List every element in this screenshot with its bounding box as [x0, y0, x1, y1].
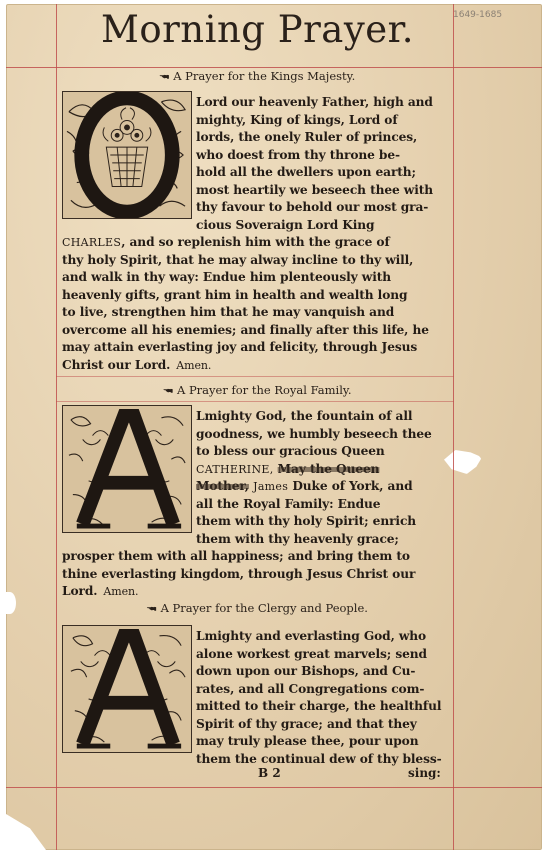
floral-basket-initial-icon — [63, 92, 191, 218]
kings-line-16: Christ our Lord. Amen. — [62, 357, 212, 372]
royal-line-6: all the Royal Family: Endue — [196, 496, 381, 511]
kings-line-15: may attain everlasting joy and felicity, through Jesus — [62, 340, 418, 354]
kings-line-4: who doest from thy throne be- — [196, 147, 400, 162]
paper-tear-bottom — [6, 814, 46, 850]
clergy-line-6: Spirit of thy grace; and that they — [196, 716, 417, 731]
foliate-initial-a-icon — [63, 626, 191, 752]
kings-line-14: overcome all his enemies; and finally after this life, he — [62, 322, 429, 337]
clergy-line-4: rates, and all Congregations com- — [196, 681, 425, 696]
royal-line-7: them with thy holy Spirit; enrich — [196, 514, 417, 528]
pilcrow-icon: 🖚 — [159, 69, 170, 84]
kings-line-1: Lord our heavenly Father, high and — [196, 95, 433, 109]
kings-line-13: to live, strengthen him that he may vanquish and — [62, 305, 395, 319]
red-rule-left — [56, 4, 57, 850]
catchword: sing: — [408, 766, 441, 780]
kings-line-9: CHARLES, and so replenish him with the grace of — [62, 235, 390, 249]
kings-line-12: heavenly gifts, grant him in health and wealth long — [62, 287, 408, 302]
royal-line-8: them with thy heavenly grace; — [196, 531, 399, 546]
section-rule-2 — [56, 401, 454, 402]
page-title: Morning Prayer. — [100, 8, 415, 51]
kings-line-8: cious Soveraign Lord King — [196, 217, 375, 232]
red-rule-right — [453, 4, 454, 850]
royal-line-10: thine everlasting kingdom, through Jesus Christ our — [62, 566, 416, 581]
kings-line-6: most heartily we beseech thee with — [196, 182, 434, 197]
royal-line-3: to bless our gracious Queen — [196, 444, 385, 458]
royal-line-1: Lmighty God, the fountain of all — [196, 409, 413, 423]
amen: Amen. — [176, 358, 212, 372]
decorated-initial-a-clergy — [62, 625, 192, 753]
royal-line-5: Mother, James Duke of York, and — [196, 479, 413, 493]
decorated-initial-o — [62, 91, 192, 219]
paper-tear-left — [4, 592, 16, 614]
red-rule-bottom — [6, 787, 542, 788]
royal-line-2: goodness, we humbly beseech thee — [196, 426, 432, 441]
royal-line-9: prosper them with all happiness; and bring them to — [62, 549, 410, 563]
kings-line-5: hold all the dwellers upon earth; — [196, 165, 416, 179]
heading-clergy-people: 🖚 A Prayer for the Clergy and People. — [147, 601, 368, 616]
section-rule-1 — [56, 376, 454, 377]
red-rule-top — [6, 67, 542, 68]
pencil-annotation: 1649-1685 — [453, 10, 503, 20]
kings-line-7: thy favour to behold our most gra- — [196, 200, 429, 214]
kings-line-2: mighty, King of kings, Lord of — [196, 112, 398, 127]
pilcrow-icon: 🖚 — [147, 601, 157, 616]
heading-royal-family: 🖚 A Prayer for the Royal Family. — [163, 383, 352, 398]
pilcrow-icon: 🖚 — [163, 383, 173, 398]
kings-line-11: and walk in thy way: Endue him plenteously with — [62, 270, 392, 284]
heading-kings-majesty: 🖚 A Prayer for the Kings Majesty. — [159, 69, 356, 84]
foliate-initial-a-icon — [63, 406, 191, 532]
clergy-line-8: them the continual dew of thy bless- — [196, 751, 442, 766]
amen: Amen. — [103, 585, 139, 598]
struck-text-mother: Mother, — [196, 479, 249, 493]
clergy-line-3: down upon our Bishops, and Cu- — [196, 664, 416, 678]
decorated-initial-a-royal — [62, 405, 192, 533]
kings-line-3: lords, the onely Ruler of princes, — [196, 130, 418, 144]
king-name: CHARLES — [62, 236, 122, 249]
struck-text-queen: May the Queen — [277, 461, 380, 476]
clergy-line-5: mitted to their charge, the healthful — [196, 699, 442, 713]
royal-line-4 — [196, 461, 452, 478]
james-name: James — [253, 480, 289, 493]
clergy-line-1: Lmighty and everlasting God, who — [196, 629, 427, 643]
signature-mark: B 2 — [258, 766, 281, 780]
clergy-line-2: alone workest great marvels; send — [196, 646, 427, 661]
queen-name: CATHERINE, — [196, 462, 274, 476]
clergy-line-7: may truly please thee, pour upon — [196, 734, 419, 748]
kings-line-10: thy holy Spirit, that he may alway incline to thy will, — [62, 252, 414, 267]
royal-line-11: Lord. Amen. — [62, 584, 139, 598]
